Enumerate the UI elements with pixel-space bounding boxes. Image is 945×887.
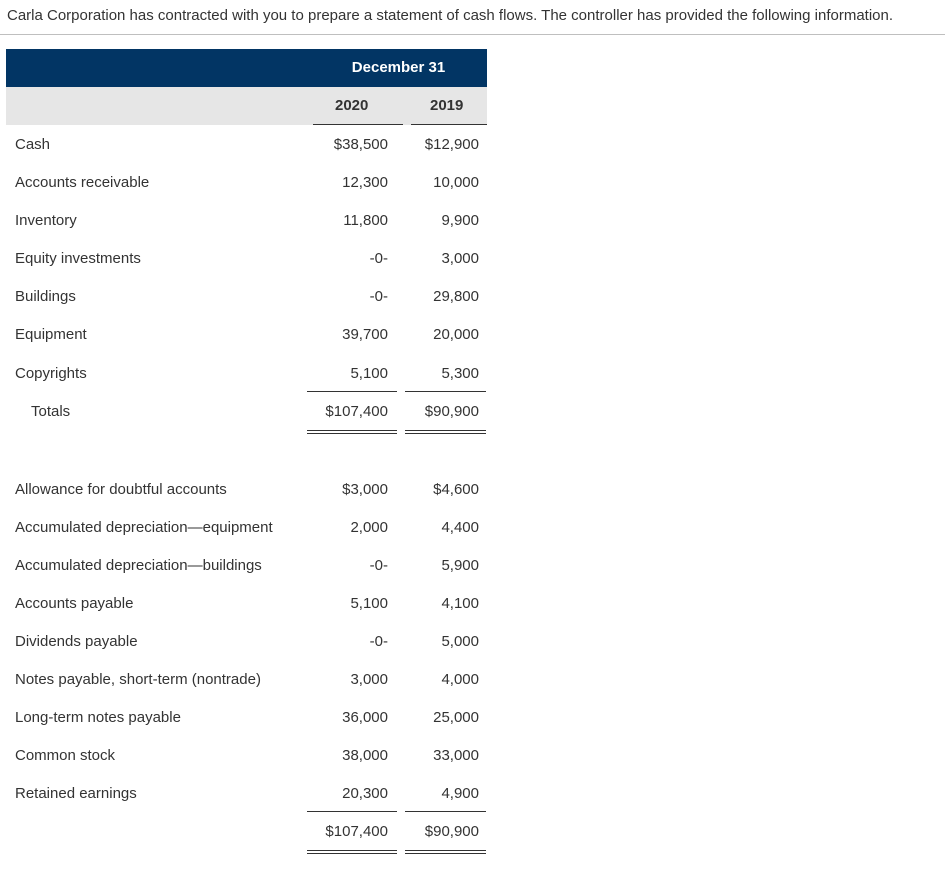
- divider: [0, 34, 945, 35]
- value-2020: 11,800: [343, 212, 388, 229]
- value-2019: $90,900: [424, 403, 479, 420]
- value-2019: 3,000: [441, 250, 479, 267]
- table-row: [0, 250, 945, 270]
- value-2019: 5,300: [441, 365, 479, 382]
- table-row: [0, 595, 945, 615]
- row-label: Inventory: [15, 212, 77, 229]
- table-row: [0, 136, 945, 156]
- subtotal-rule: [307, 391, 397, 392]
- total-double-rule: [405, 430, 486, 431]
- table-header-period: [6, 49, 487, 87]
- value-2020: 39,700: [342, 326, 388, 343]
- row-label: Buildings: [15, 288, 76, 305]
- subtotal-rule: [405, 391, 486, 392]
- row-label: Copyrights: [15, 365, 87, 382]
- row-label: Accounts payable: [15, 595, 134, 612]
- value-2019: 29,800: [433, 288, 479, 305]
- year-2020-header: 2020: [335, 97, 369, 114]
- value-2019: 4,000: [441, 671, 479, 688]
- table-row: [0, 288, 945, 308]
- row-label: Totals: [31, 403, 71, 420]
- total-double-rule: [307, 430, 397, 431]
- row-label: Cash: [15, 136, 51, 153]
- total-double-rule: [405, 853, 486, 854]
- value-2019: $4,600: [433, 481, 479, 498]
- value-2019: $12,900: [424, 136, 479, 153]
- total-double-rule: [307, 433, 397, 434]
- value-2020: 3,000: [350, 671, 388, 688]
- value-2019: 4,900: [441, 785, 479, 802]
- year-underline: [313, 124, 403, 125]
- table-row: [0, 823, 945, 843]
- period-title: December 31: [351, 59, 446, 76]
- total-double-rule: [307, 850, 397, 851]
- table-row: [0, 671, 945, 691]
- table-row: [0, 326, 945, 346]
- year-underline: [411, 124, 487, 125]
- value-2019: 5,000: [441, 633, 479, 650]
- value-2020: 5,100: [350, 365, 388, 382]
- value-2019: 5,900: [441, 557, 479, 574]
- row-label: Common stock: [15, 747, 116, 764]
- row-label: Long-term notes payable: [15, 709, 181, 726]
- value-2019: 10,000: [433, 174, 479, 191]
- table-row: [0, 481, 945, 501]
- value-2019: $90,900: [424, 823, 479, 840]
- total-double-rule: [405, 433, 486, 434]
- value-2019: 9,900: [441, 212, 479, 229]
- total-double-rule: [405, 850, 486, 851]
- row-label: Equipment: [15, 326, 87, 343]
- table-row: [0, 403, 945, 423]
- value-2020: $3,000: [342, 481, 388, 498]
- table-row: [0, 709, 945, 729]
- year-2019-header: 2019: [430, 97, 464, 114]
- value-2020: 20,300: [342, 785, 388, 802]
- value-2019: 4,100: [441, 595, 479, 612]
- value-2020: 36,000: [342, 709, 388, 726]
- table-row: [0, 365, 945, 385]
- value-2020: $107,400: [325, 403, 388, 420]
- value-2019: 25,000: [433, 709, 479, 726]
- table-row: [0, 212, 945, 232]
- value-2019: 20,000: [433, 326, 479, 343]
- table-row: [0, 633, 945, 653]
- table-row: [0, 747, 945, 767]
- value-2019: 33,000: [433, 747, 479, 764]
- row-label: Retained earnings: [15, 785, 137, 802]
- row-label: Equity investments: [15, 250, 141, 267]
- value-2020: -0-: [369, 288, 388, 305]
- row-label: Accumulated depreciation—equipment: [15, 519, 273, 536]
- row-label: Accumulated depreciation—buildings: [15, 557, 262, 574]
- subtotal-rule: [405, 811, 486, 812]
- row-label: Dividends payable: [15, 633, 138, 650]
- value-2020: 5,100: [350, 595, 388, 612]
- value-2020: 2,000: [350, 519, 388, 536]
- row-label: Allowance for doubtful accounts: [15, 481, 227, 498]
- table-row: [0, 557, 945, 577]
- value-2020: 12,300: [342, 174, 388, 191]
- table-header-years: [6, 87, 487, 125]
- value-2020: 38,000: [342, 747, 388, 764]
- value-2020: -0-: [369, 250, 388, 267]
- table-row: [0, 174, 945, 194]
- table-row: [0, 519, 945, 539]
- intro-text: Carla Corporation has contracted with you to prepare a statement of cash flows. The controller has provided the following information.: [7, 7, 894, 24]
- row-label: Notes payable, short-term (nontrade): [15, 671, 261, 688]
- value-2020: $107,400: [325, 823, 388, 840]
- row-label: Accounts receivable: [15, 174, 150, 191]
- value-2020: -0-: [369, 633, 388, 650]
- table-row: [0, 785, 945, 805]
- subtotal-rule: [307, 811, 397, 812]
- value-2020: -0-: [369, 557, 388, 574]
- value-2020: $38,500: [333, 136, 388, 153]
- value-2019: 4,400: [441, 519, 479, 536]
- total-double-rule: [307, 853, 397, 854]
